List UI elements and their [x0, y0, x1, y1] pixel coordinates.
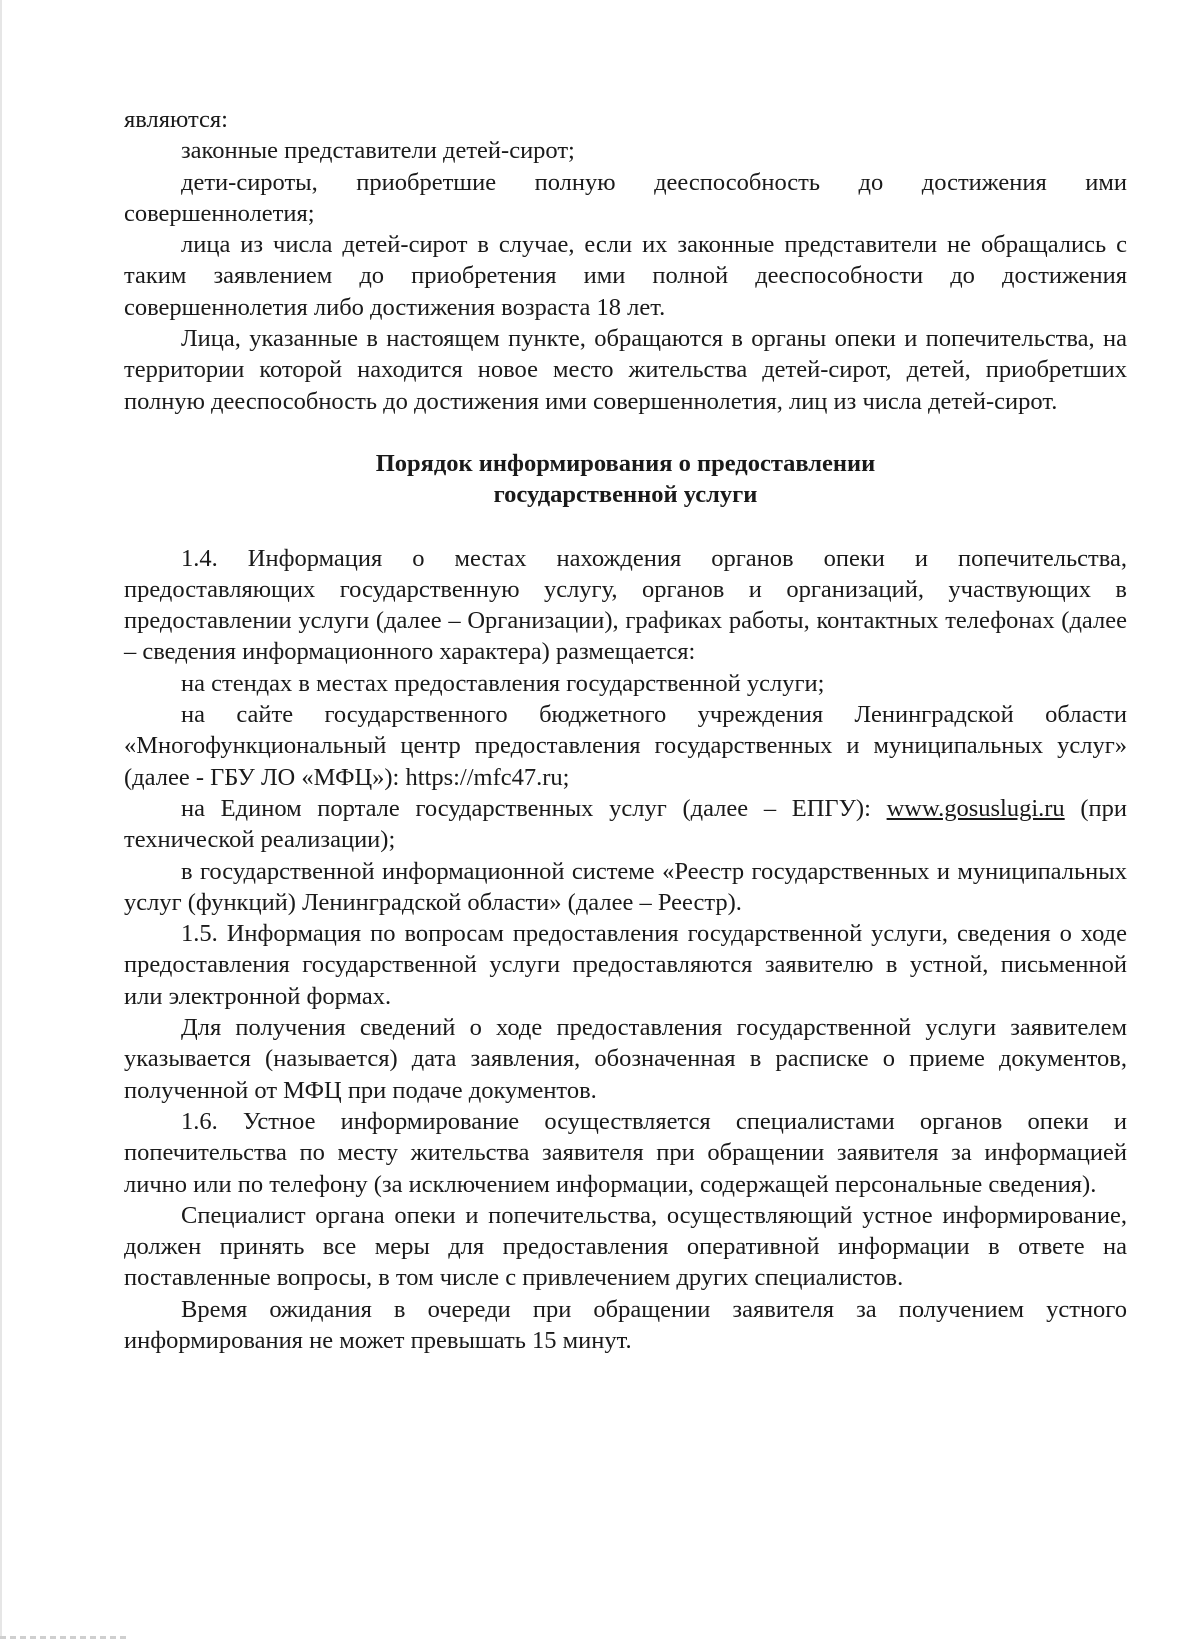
section-heading-line-1: Порядок информирования о предоставлении [375, 449, 876, 477]
paragraph-persons-apply: Лица, указанные в настоящем пункте, обращаются в органы опеки и попечительства, на территории которой находится новое место жительства детей-сирот, детей, приобретших полную дееспособность до достижения ими совершеннолетия, лиц из числа детей-сирот. [124, 325, 1127, 415]
paragraph-registry: в государственной информационной системе «Реестр государственных и муниципальных услуг (функций) Ленинградской области» (далее – Реестр). [124, 857, 1127, 916]
paragraph-specialist: Специалист органа опеки и попечительства, осуществляющий устное информирование, должен принять все меры для предоставления оперативной информации в ответе на поставленные вопросы, в том числе с привлечением других специалистов. [124, 1201, 1127, 1292]
paragraph-1-5: 1.5. Информация по вопросам предоставления государственной услуги, сведения о ходе предоставления государственной услуги предоставляются заявителю в устной, письменной или электронной формах. [124, 920, 1127, 1010]
paragraph-1-6: 1.6. Устное информирование осуществляется специалистами органов опеки и попечительства по месту жительства заявителя при обращении заявителя за информацией лично или по телефону (за исключением информации, содержащей персональные сведения). [124, 1107, 1127, 1198]
section-heading-line-2: государственной услуги [493, 481, 758, 509]
document-page [124, 104, 1127, 1356]
paragraph-persons-from-orphans: лица из числа детей-сирот в случае, если их законные представители не обращались с таким заявлением до приобретения ими полной дееспособности до достижения совершеннолетия либо достижения возраста 18 лет. [124, 231, 1127, 321]
portal-text-before: на Едином портале государственных услуг (далее – ЕПГУ): [181, 794, 887, 822]
gosuslugi-link[interactable]: www.gosuslugi.ru [886, 794, 1065, 822]
paragraph-status-info: Для получения сведений о ходе предоставления государственной услуги заявителем указывается (называется) дата заявления, обозначенная в расписке о приеме документов, полученной от МФЦ при подаче документов. [124, 1014, 1127, 1104]
section-heading [124, 448, 1127, 511]
paragraph-legal-representatives: законные представители детей-сирот; [181, 137, 575, 165]
paragraph-1-4: 1.4. Информация о местах нахождения органов опеки и попечительства, предоставляющих государственную услугу, органов и организаций, участвующих в предоставлении услуги (далее – Организации), графиках работы, контактных телефонах (далее – сведения информационного характера) размещается: [124, 544, 1127, 666]
paragraph-portal [124, 793, 1127, 856]
paragraph-stands: на стендах в местах предоставления государственной услуги; [181, 669, 825, 697]
paragraph-wait-time: Время ожидания в очереди при обращении заявителя за получением устного информирования не может превышать 15 минут. [124, 1295, 1127, 1354]
scan-edge-line [0, 0, 2, 1639]
portal-text-after: (при технической реализации); [124, 794, 1128, 854]
paragraph-orphans-capacity: дети-сироты, приобретшие полную дееспособность до достижения ими совершеннолетия; [124, 168, 1127, 227]
paragraph-mfc-site: на сайте государственного бюджетного учреждения Ленинградской области «Многофункциональный центр предоставления государственных и муниципальных услуг» (далее - ГБУ ЛО «МФЦ»): https://mfc47.ru; [124, 701, 1127, 791]
paragraph-intro: являются: [124, 106, 228, 133]
